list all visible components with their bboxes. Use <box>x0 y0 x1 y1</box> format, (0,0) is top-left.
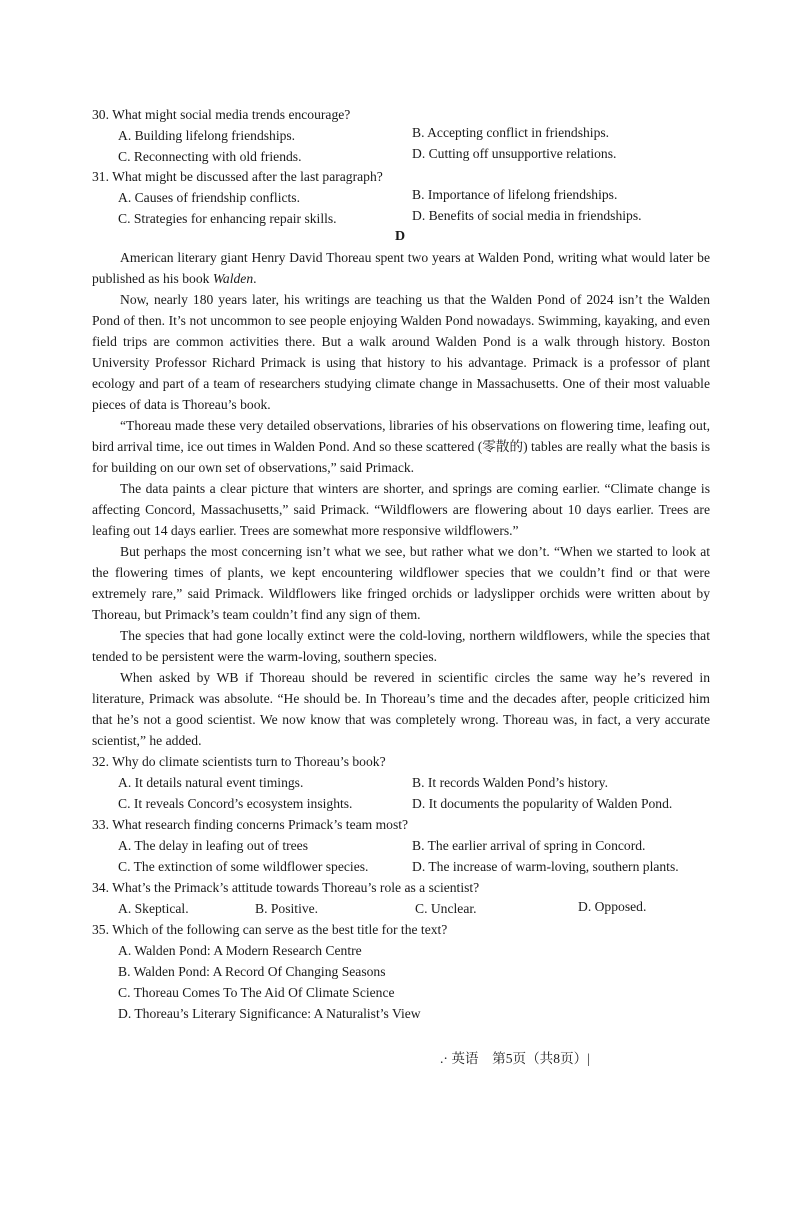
passage-paragraph-3: “Thoreau made these very detailed observations, libraries of his observations on flowering time, leafing out, bird arrival time, ice out times in Walden Pond. And so these scattered (零散的) tables are really what the basis is for building on our own set of observations,” said Primack. <box>92 418 710 475</box>
question-34-option-b: B. Positive. <box>255 901 319 916</box>
question-32-stem: 32. Why do climate scientists turn to Thoreau’s book? <box>92 754 386 769</box>
page-footer: .· 英语 第5页（共8页）| <box>440 1051 590 1066</box>
passage-paragraph-1-end: . <box>253 271 257 286</box>
question-30-option-a: A. Building lifelong friendships. <box>118 128 296 143</box>
passage-paragraph-1 <box>92 247 710 289</box>
question-32-option-a: A. It details natural event timings. <box>118 775 304 790</box>
question-31-stem: 31. What might be discussed after the last paragraph? <box>92 169 383 184</box>
question-30-option-c: C. Reconnecting with old friends. <box>118 149 302 164</box>
question-32-option-c: C. It reveals Concord’s ecosystem insights. <box>118 796 353 811</box>
question-33-option-c: C. The extinction of some wildflower species. <box>118 859 369 874</box>
question-30-option-d: D. Cutting off unsupportive relations. <box>412 146 617 161</box>
reading-passage <box>92 247 710 751</box>
question-35-option-c: C. Thoreau Comes To The Aid Of Climate Science <box>118 985 395 1000</box>
passage-paragraph-4: The data paints a clear picture that winters are shorter, and springs are coming earlier. “Climate change is affecting Concord, Massachusetts,” said Primack. “Wildflowers are flowering about 10 days earlier. Trees are leafing out 14 days earlier. Trees are somewhat more responsive wildflowers.” <box>92 481 710 538</box>
section-heading: D <box>394 229 406 244</box>
question-31-option-a: A. Causes of friendship conflicts. <box>118 190 300 205</box>
passage-paragraph-5: But perhaps the most concerning isn’t what we see, but rather what we don’t. “When we started to look at the flowering times of plants, we kept encountering wildflower species that we couldn’t find or that were extremely rare,” said Primack. Wildflowers like fringed orchids or ladyslipper orchids were written about by Thoreau, but Primack’s team couldn’t find any sign of them. <box>92 544 710 622</box>
question-35-option-d: D. Thoreau’s Literary Significance: A Naturalist’s View <box>118 1006 421 1021</box>
book-title: Walden <box>212 271 254 286</box>
question-33-option-a: A. The delay in leafing out of trees <box>118 838 309 853</box>
question-32-option-d: D. It documents the popularity of Walden Pond. <box>412 796 673 811</box>
passage-paragraph-7: When asked by WB if Thoreau should be revered in scientific circles the same way he’s revered in literature, Primack was absolute. “He should be. In Thoreau’s time and the decades after, people criticized him that he’s not a good scientist. We now know that was completely wrong. Thoreau was, in fact, a very accurate scientist,” he added. <box>92 670 710 748</box>
question-31-option-d: D. Benefits of social media in friendships. <box>412 208 642 223</box>
question-35-stem: 35. Which of the following can serve as the best title for the text? <box>92 922 448 937</box>
passage-paragraph-1-text: American literary giant Henry David Thoreau spent two years at Walden Pond, writing what would later be published as his book <box>92 250 710 286</box>
question-34-option-c: C. Unclear. <box>415 901 477 916</box>
question-31-option-c: C. Strategies for enhancing repair skills. <box>118 211 337 226</box>
question-30-stem: 30. What might social media trends encourage? <box>92 107 351 122</box>
question-31-option-b: B. Importance of lifelong friendships. <box>412 187 618 202</box>
question-35-option-b: B. Walden Pond: A Record Of Changing Seasons <box>118 964 386 979</box>
question-33-option-d: D. The increase of warm-loving, southern plants. <box>412 859 679 874</box>
passage-paragraph-2: Now, nearly 180 years later, his writings are teaching us that the Walden Pond of 2024 isn’t the Walden Pond of then. It’s not uncommon to see people enjoying Walden Pond nowadays. Swimming, kayaking, and even field trips are common activities there. But a walk around Walden Pond is a walk through history. Boston University Professor Richard Primack is using that history to his advantage. Primack is a professor of plant ecology and part of a team of researchers studying climate change in Massachusetts. One of their most valuable pieces of data is Thoreau’s book. <box>92 292 710 412</box>
question-34-stem: 34. What’s the Primack’s attitude towards Thoreau’s role as a scientist? <box>92 880 480 895</box>
question-30-option-b: B. Accepting conflict in friendships. <box>412 125 610 140</box>
question-34-option-d: D. Opposed. <box>578 899 647 914</box>
question-33-stem: 33. What research finding concerns Primack’s team most? <box>92 817 409 832</box>
passage-paragraph-6: The species that had gone locally extinct were the cold-loving, northern wildflowers, while the species that tended to be persistent were the warm-loving, southern species. <box>92 628 710 664</box>
question-32-option-b: B. It records Walden Pond’s history. <box>412 775 608 790</box>
question-33-option-b: B. The earlier arrival of spring in Concord. <box>412 838 646 853</box>
question-35-option-a: A. Walden Pond: A Modern Research Centre <box>118 943 362 958</box>
question-34-option-a: A. Skeptical. <box>118 901 189 916</box>
